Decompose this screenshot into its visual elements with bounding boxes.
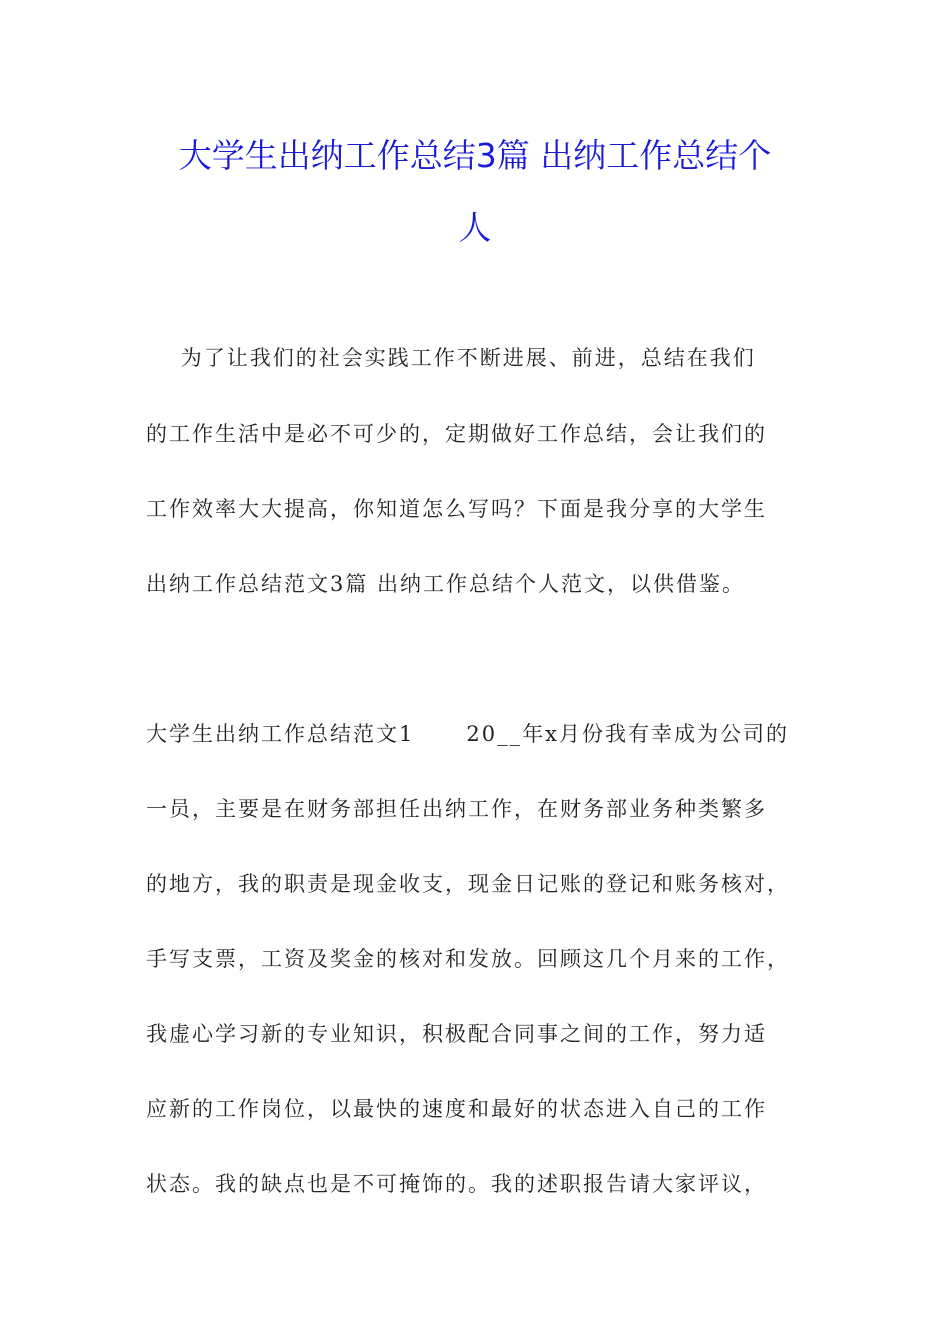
body-line: 手写支票，工资及奖金的核对和发放。回顾这几个月来的工作，	[146, 947, 790, 971]
body-line: 状态。我的缺点也是不可掩饰的。我的述职报告请大家评议，	[146, 1172, 767, 1196]
body-line: 大学生出纳工作总结范文1 20__年x月份我有幸成为公司的	[146, 722, 789, 746]
document-title-line-2: 人	[458, 208, 492, 247]
intro-line: 出纳工作总结范文3篇 出纳工作总结个人范文，以供借鉴。	[146, 572, 746, 596]
body-line: 一员，主要是在财务部担任出纳工作，在财务部业务种类繁多	[146, 797, 767, 821]
body-line: 的地方，我的职责是现金收支，现金日记账的登记和账务核对，	[146, 872, 790, 896]
intro-line: 工作效率大大提高，你知道怎么写吗？下面是我分享的大学生	[146, 497, 767, 521]
body-line: 我虚心学习新的专业知识，积极配合同事之间的工作，努力适	[146, 1022, 767, 1046]
body-line: 应新的工作岗位，以最快的速度和最好的状态进入自己的工作	[146, 1097, 767, 1121]
intro-line: 为了让我们的社会实践工作不断进展、前进，总结在我们	[146, 346, 756, 370]
document-title-line-1: 大学生出纳工作总结3篇 出纳工作总结个	[178, 136, 772, 175]
intro-line: 的工作生活中是必不可少的，定期做好工作总结，会让我们的	[146, 422, 767, 446]
